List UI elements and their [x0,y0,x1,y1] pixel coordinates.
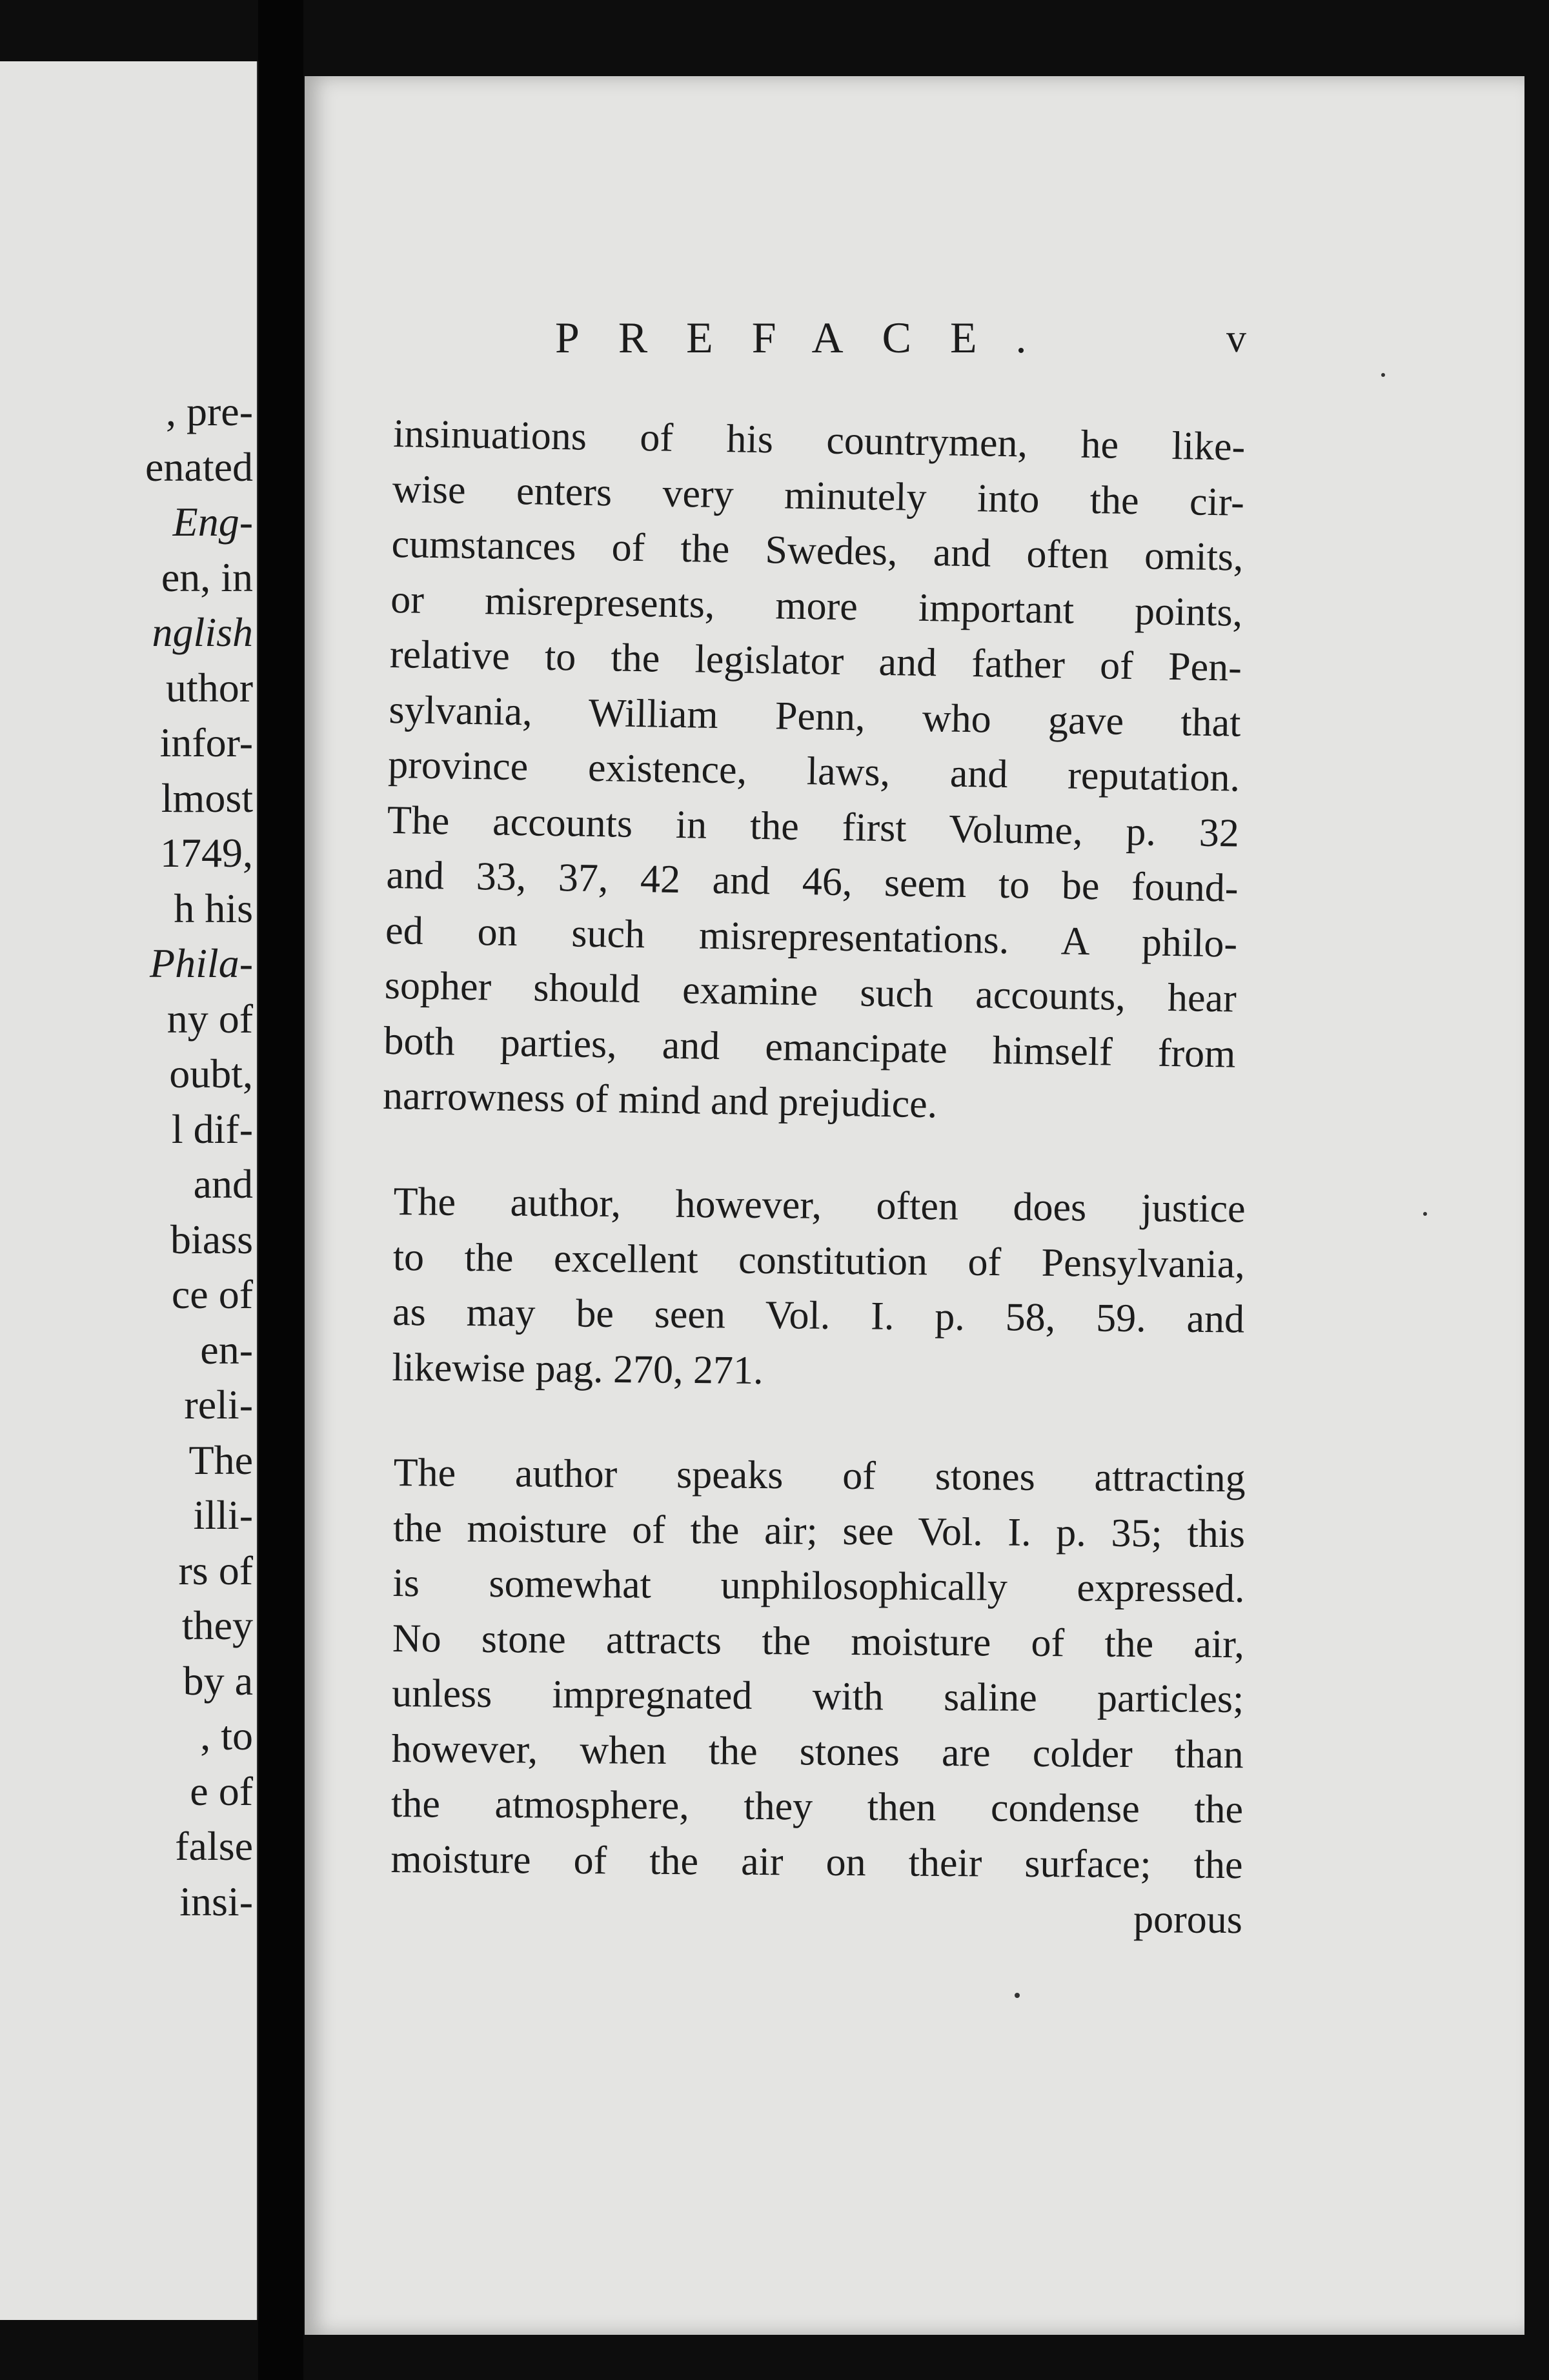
fragment-line: The [188,1437,253,1483]
fragment-line: enated [145,443,253,490]
book-gutter [258,0,303,2380]
text-line: unless impregnated with saline particles; [392,1671,1244,1722]
facing-page-text [0,384,257,1929]
page-title: PREFACE. [555,313,1066,362]
text-line: likewise pag. 270, 271. [392,1345,764,1393]
text-line: The author, however, often does justice [393,1179,1246,1231]
text-line: to the excellent constitution of Pensylvania, [392,1235,1246,1287]
text-line: relative to the legislator and father of Pen- [389,632,1242,690]
catchword: porous [1133,1897,1243,1942]
text-line: the atmosphere, they then condense the [390,1781,1244,1832]
text-line: moisture of the air on their surface; the [390,1837,1243,1887]
fragment-line: uthor [165,664,253,711]
text-line: The author speaks of stones attracting [393,1450,1246,1501]
fragment-line: en- [200,1326,253,1373]
text-line: sopher should examine such accounts, hear [384,963,1237,1021]
text-line: is somewhat unphilosophically expressed. [392,1560,1245,1611]
fragment-line: ny of [167,995,253,1042]
text-line: No stone attracts the moisture of the air, [392,1616,1245,1666]
text-line: both parties, and emancipate himself from [383,1018,1236,1076]
fragment-line: en, in [161,554,253,600]
fragment-line: ce of [171,1271,253,1317]
fragment-line: biass [170,1216,253,1262]
text-line: province existence, laws, and reputation. [387,742,1240,800]
text-line: insinuations of his countrymen, he like- [392,411,1246,469]
fragment-line: Phila- [150,940,253,986]
ink-speck [1423,1212,1427,1216]
paragraph-3 [390,1446,1246,1948]
ink-speck [1381,373,1385,377]
fragment-line: 1749, [160,830,253,876]
fragment-line: nglish [152,609,253,655]
text-line: however, when the stones are colder than [391,1726,1244,1777]
text-line: and 33, 37, 42 and 46, seem to be found- [386,852,1239,911]
text-line: cumstances of the Swedes, and often omits, [391,521,1244,580]
fragment-line: by a [183,1657,253,1704]
fragment-line: oubt, [169,1051,253,1096]
fragment-line: they [181,1602,253,1648]
fragment-line: e of [190,1768,253,1814]
text-line: narrowness of mind and prejudice. [382,1073,938,1127]
page-number: v [1226,317,1246,361]
text-line: ed on such misrepresentations. A philo- [385,908,1238,966]
fragment-line: insi- [179,1878,253,1924]
text-line: wise enters very minutely into the cir- [392,467,1245,525]
fragment-line: lmost [161,774,253,821]
text-line: or misrepresents, more important points, [390,577,1243,635]
fragment-line: Eng- [172,499,253,545]
paragraph-1 [383,407,1246,1137]
fragment-line: rs of [178,1547,253,1593]
fragment-line: h his [174,885,253,931]
fragment-line: , pre- [165,388,253,434]
fragment-line: illi- [193,1492,253,1538]
text-line: as may be seen Vol. I. p. 58, 59. and [392,1289,1245,1342]
text-line: sylvania, William Penn, who gave that [389,687,1241,745]
fragment-line: infor- [159,720,253,765]
running-header [555,312,1265,363]
fragment-line: and [193,1161,253,1207]
paragraph-2 [392,1175,1246,1403]
fragment-line: reli- [184,1382,253,1427]
fragment-line: false [175,1823,253,1869]
text-line: the moisture of the air; see Vol. I. p. 35; this [392,1506,1246,1556]
ink-speck [1015,1993,1020,1998]
text-line: The accounts in the first Volume, p. 32 [387,798,1240,856]
fragment-line: , to [200,1713,253,1759]
fragment-line: l dif- [171,1105,253,1152]
